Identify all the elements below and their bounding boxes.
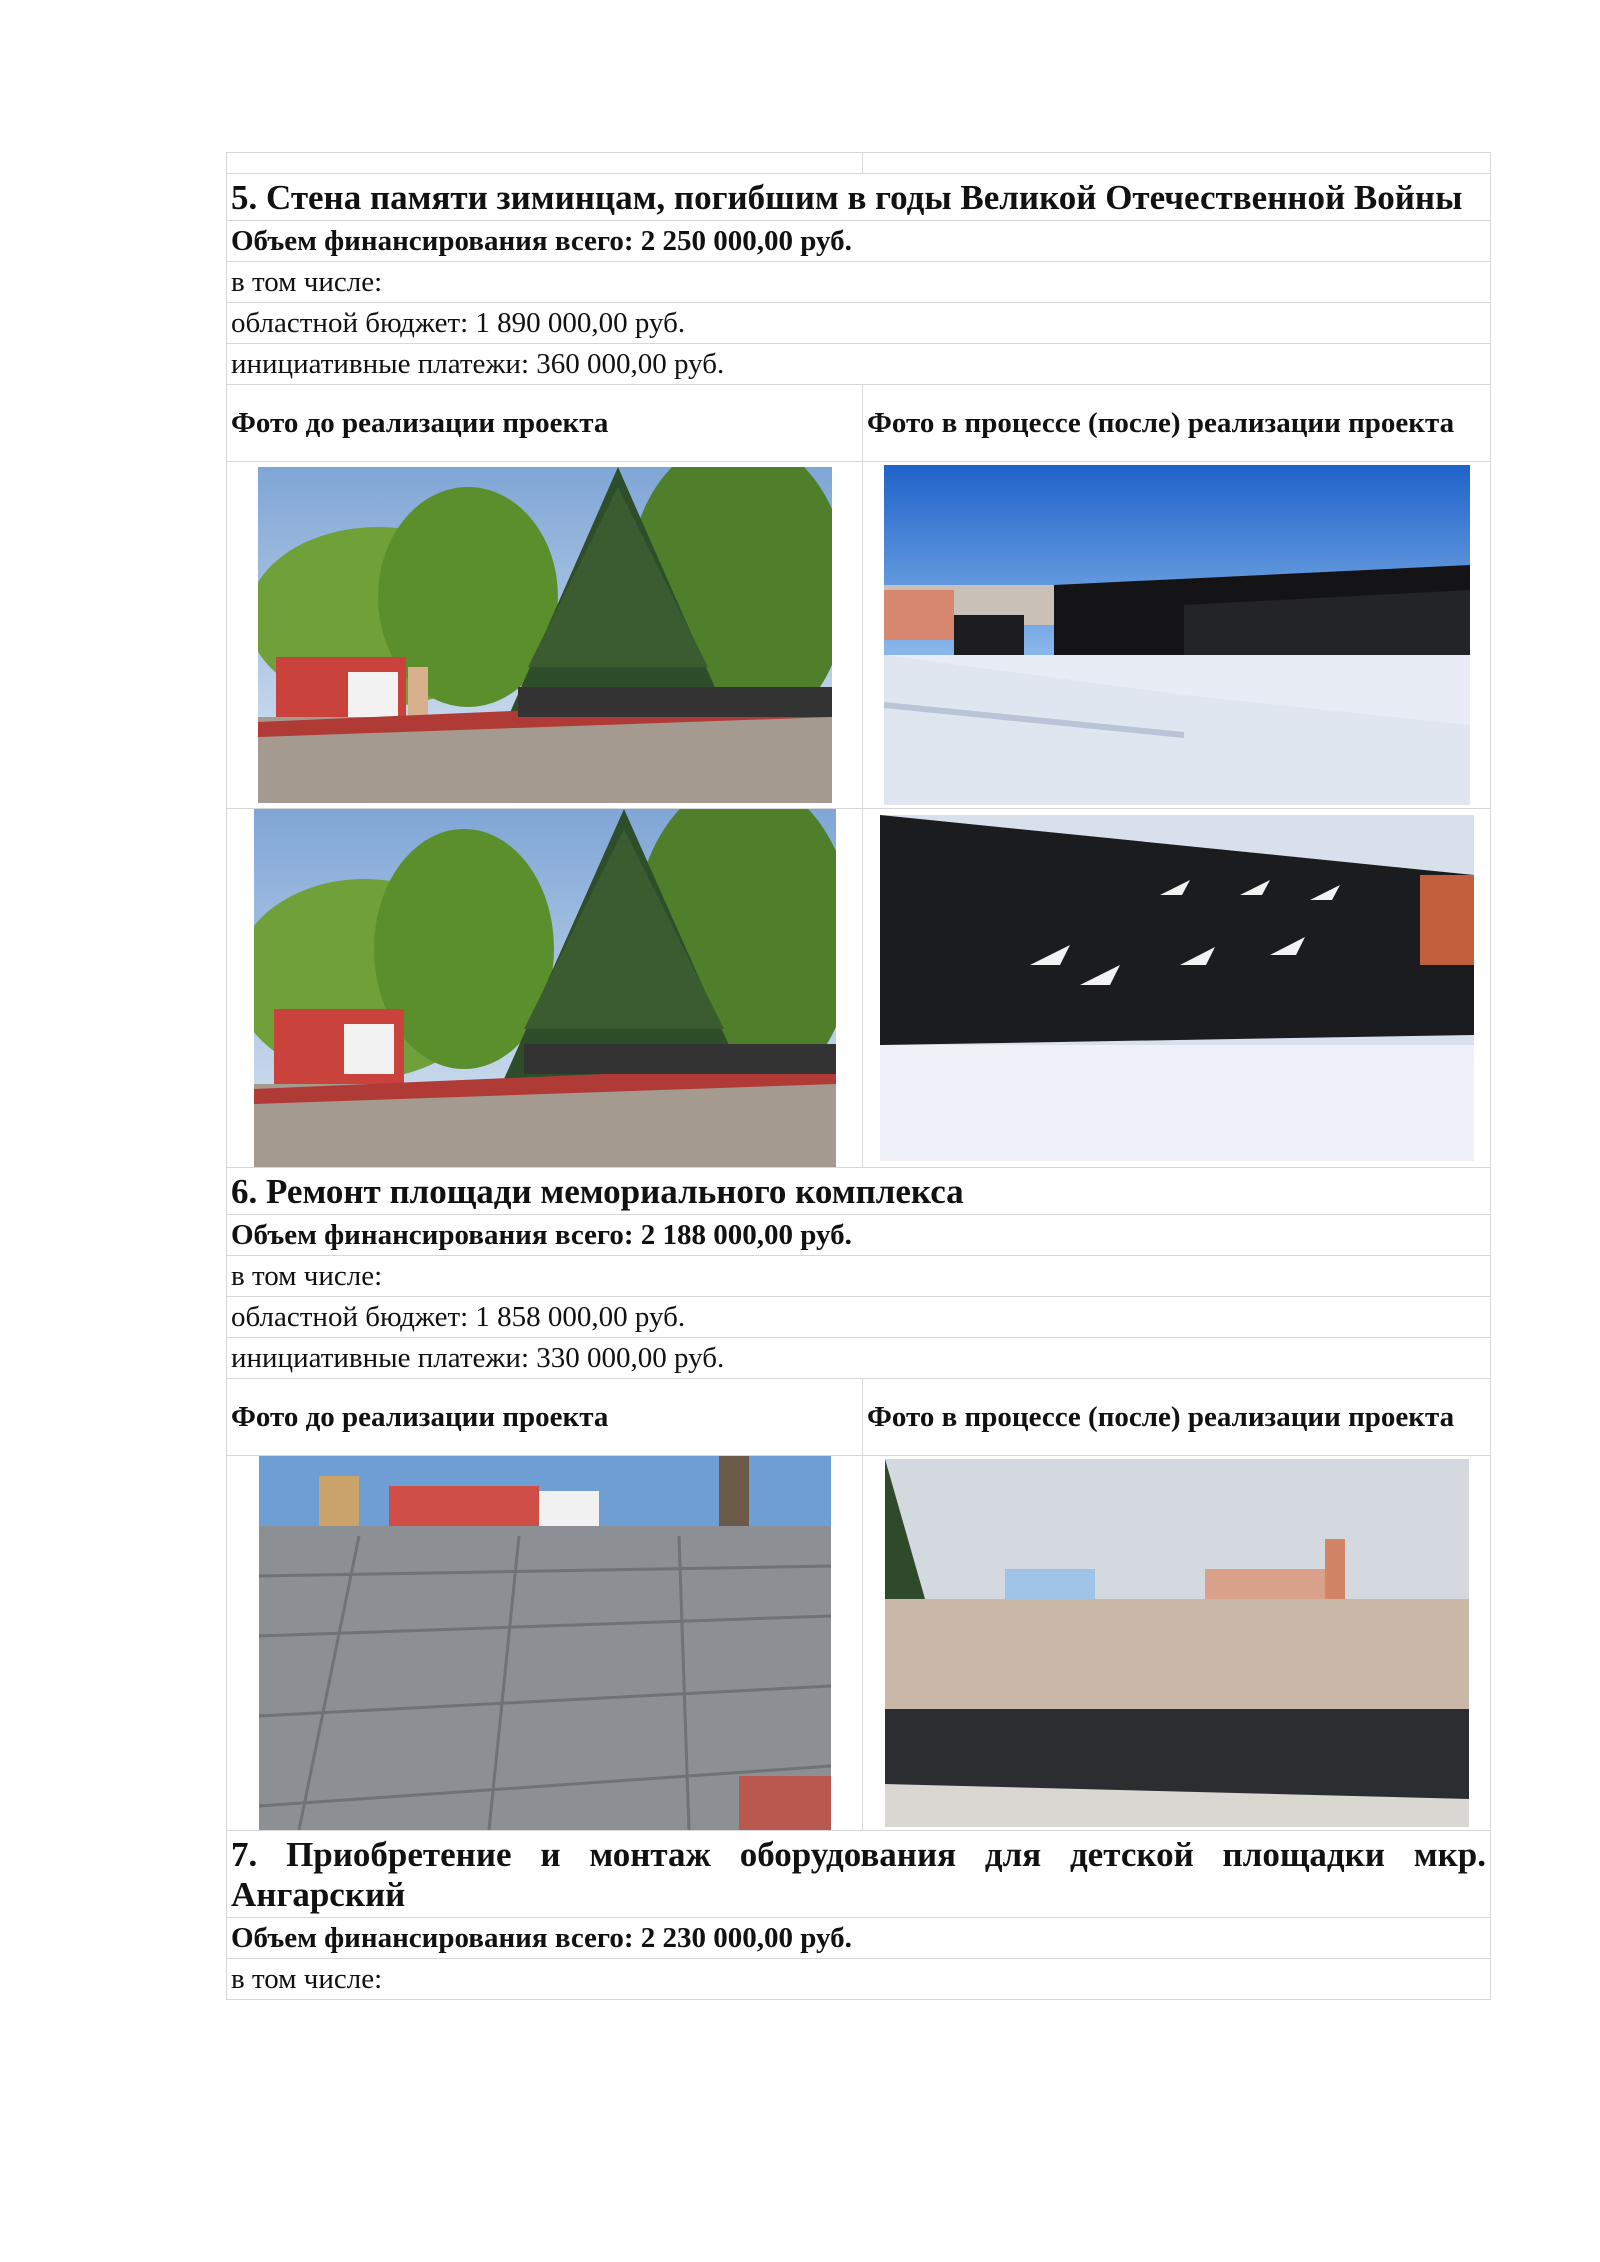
section-5-photo-after-2 — [880, 815, 1474, 1161]
section-6-photo-after — [885, 1459, 1469, 1827]
section-6-photo-before-label: Фото до реализации проекта — [227, 1379, 863, 1456]
section-6-photo-before — [259, 1456, 831, 1830]
section-5-title-row — [227, 174, 1491, 221]
section-5-photo-after-1 — [884, 465, 1470, 805]
section-6-photo-after-label: Фото в процессе (после) реализации проекта — [863, 1379, 1491, 1456]
section-6-including: в том числе: — [227, 1256, 1491, 1297]
section-6-regional-budget: областной бюджет: 1 858 000,00 руб. — [227, 1297, 1491, 1338]
section-6-title: 6. Ремонт площади мемориального комплекса — [227, 1168, 1491, 1215]
section-6-funding-total: Объем финансирования всего: 2 188 000,00 руб. — [227, 1215, 1491, 1256]
section-5-photo-after-label: Фото в процессе (после) реализации проекта — [863, 385, 1491, 462]
section-7-funding-total: Объем финансирования всего: 2 230 000,00 руб. — [227, 1918, 1491, 1959]
section-7-including: в том числе: — [227, 1959, 1491, 2000]
section-7-title: 7. Приобретение и монтаж оборудования для детской площадки мкр. Ангарский — [227, 1831, 1491, 1918]
section-5-photo-before-label: Фото до реализации проекта — [227, 385, 863, 462]
projects-table — [226, 152, 1491, 2000]
section-5-title: 5. Стена памяти зиминцам, погибшим в годы Великой Отечественной Войны — [227, 174, 1491, 221]
table-top-row — [227, 153, 1491, 174]
section-5-photo-before-2 — [254, 809, 836, 1167]
section-5-initiative-payments: инициативные платежи: 360 000,00 руб. — [227, 344, 1491, 385]
section-6-initiative-payments: инициативные платежи: 330 000,00 руб. — [227, 1338, 1491, 1379]
document-page — [226, 152, 1490, 2000]
section-5-regional-budget: областной бюджет: 1 890 000,00 руб. — [227, 303, 1491, 344]
section-5-funding-total: Объем финансирования всего: 2 250 000,00 руб. — [227, 221, 1491, 262]
section-5-photo-before-1 — [258, 467, 832, 803]
section-5-including: в том числе: — [227, 262, 1491, 303]
